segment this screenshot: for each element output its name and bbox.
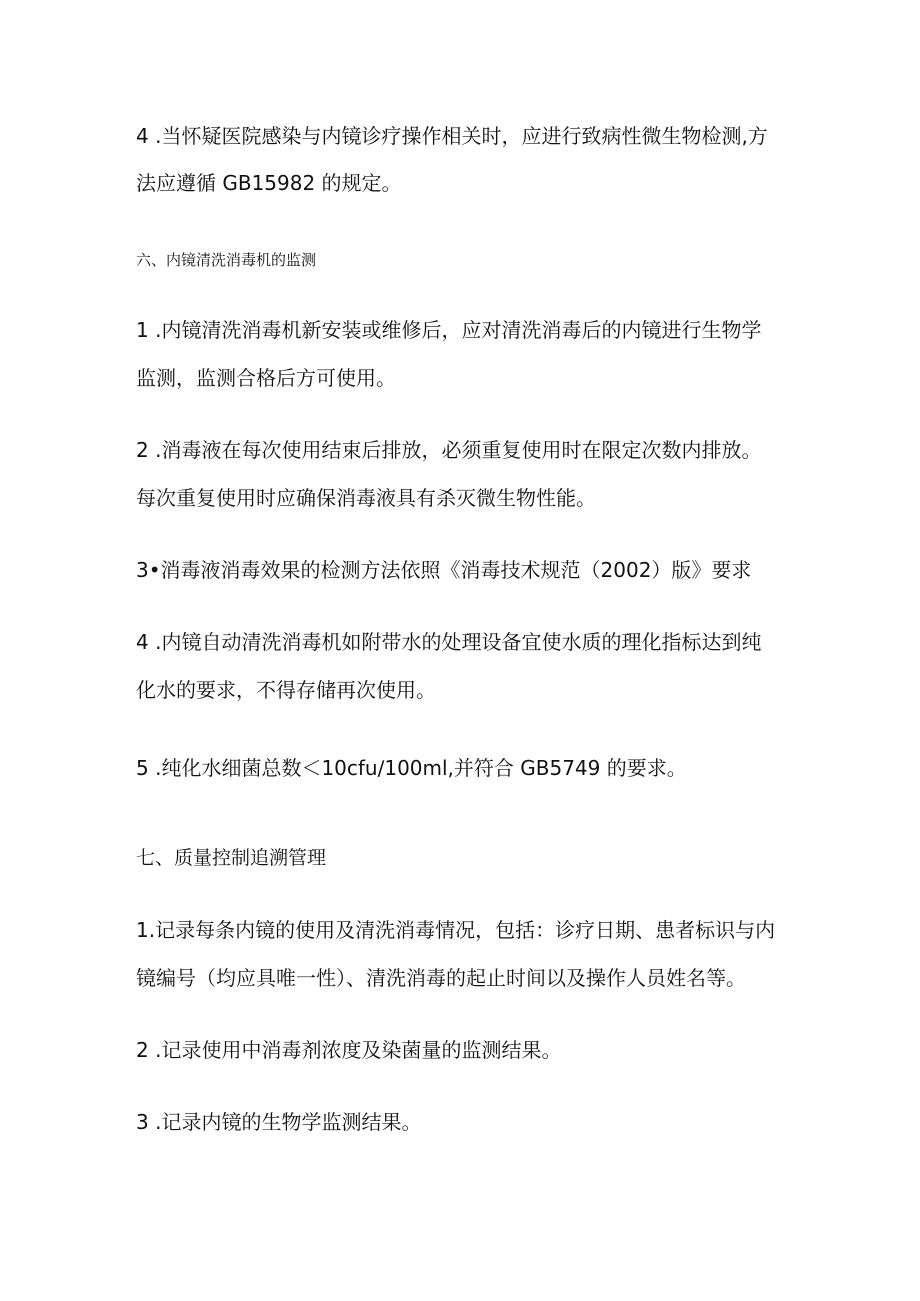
- section-6-item-5: 5 .纯化水细菌总数＜10cfu∕100ml,并符合 GB5749 的要求。: [136, 756, 687, 780]
- section-6-item-4-line-2: 化水的要求，不得存储再次使用。: [136, 678, 436, 702]
- section-6-item-4-line-1: 4 .内镜自动清洗消毒机如附带水的处理设备宜使水质的理化指标达到纯: [136, 630, 762, 654]
- paragraph-4-line-1: 4 .当怀疑医院感染与内镜诊疗操作相关时，应进行致病性微生物检测,方: [136, 124, 768, 148]
- section-6-heading: 六、内镜清洗消毒机的监测: [136, 251, 317, 269]
- section-7-item-2: 2 .记录使用中消毒剂浓度及染菌量的监测结果。: [136, 1038, 562, 1062]
- section-7-item-1-line-1: 1.记录每条内镜的使用及清洗消毒情况，包括：诊疗日期、患者标识与内: [136, 918, 776, 942]
- section-7-item-1-line-2: 镜编号（均应具唯一性）、清洗消毒的起止时间以及操作人员姓名等。: [136, 966, 746, 990]
- paragraph-4-line-2: 法应遵循 GB15982 的规定。: [136, 171, 402, 195]
- section-7-heading: 七、质量控制追溯管理: [136, 847, 327, 869]
- section-7-item-3: 3 .记录内镜的生物学监测结果。: [136, 1110, 422, 1134]
- section-6-item-1-line-2: 监测，监测合格后方可使用。: [136, 366, 396, 390]
- section-6-item-2-line-1: 2 .消毒液在每次使用结束后排放，必须重复使用时在限定次数内排放。: [136, 438, 762, 462]
- section-6-item-1-line-1: 1 .内镜清洗消毒机新安装或维修后，应对清洗消毒后的内镜进行生物学: [136, 318, 762, 342]
- section-6-item-3: 3•消毒液消毒效果的检测方法依照《消毒技术规范（2002）版》要求: [136, 558, 752, 582]
- section-6-item-2-line-2: 每次重复使用时应确保消毒液具有杀灭微生物性能。: [136, 486, 596, 510]
